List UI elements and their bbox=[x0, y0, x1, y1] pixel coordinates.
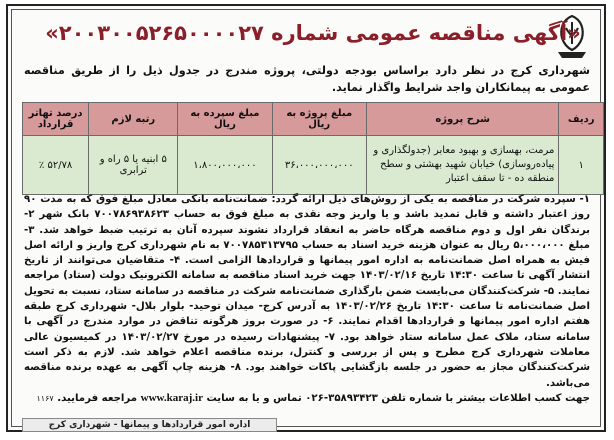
table-row bbox=[23, 136, 604, 195]
row-percent: ۵۲/۷۸ ٪ bbox=[23, 136, 89, 195]
contact-prefix: جهت کسب اطلاعات بیشتر با شماره تلفن ۳۵۸۹۳۴۲۳-۰۲۶ تماس و یا به سایت bbox=[206, 392, 590, 404]
notice-title: «آگهی مناقصه عمومی شماره ۲۰۰۳۰۰۵۲۶۵۰۰۰۰۲۷» bbox=[45, 21, 581, 45]
row-subject: مرمت، بهسازی و بهبود معابر (جدولگذاری و پیاده‌روسازی) خیابان شهید بهشتی و سطح منطقه ده - تا سقف اعتبار bbox=[366, 136, 558, 195]
col-index: ردیف bbox=[559, 103, 604, 136]
row-grade: ۵ ابنیه یا ۵ راه و ترابری bbox=[89, 136, 178, 195]
row-amount: ۳۶،۰۰۰،۰۰۰،۰۰۰ bbox=[272, 136, 366, 195]
col-grade: رتبه لازم bbox=[89, 103, 178, 136]
contact-suffix: مراجعه فرمایید. bbox=[57, 392, 138, 404]
col-subject: شرح پروژه bbox=[366, 103, 558, 136]
notice-frame bbox=[6, 4, 606, 432]
website-link[interactable]: www.karaj.ir bbox=[140, 391, 203, 404]
tender-table bbox=[22, 102, 604, 195]
footer-signature: اداره امور قراردادها و پیمانها - شهرداری کرج bbox=[22, 418, 277, 432]
row-deposit: ۱،۸۰۰،۰۰۰،۰۰۰ bbox=[178, 136, 272, 195]
intro-paragraph: شهرداری کرج در نظر دارد براساس بودجه دولتی، پروژه مندرج در جدول ذیل را از طریق مناقصه عمومی به پیمانکاران واجد شرایط واگذار نماید. bbox=[24, 64, 590, 94]
col-amount: مبلغ پروژه به ریال bbox=[272, 103, 366, 136]
table-header-row bbox=[23, 103, 604, 136]
conditions-body: ۱- سپرده شرکت در مناقصه به یکی از روش‌های ذیل ارائه گردد: ضمانت‌نامه بانکی معادل مبلغ فوق که به مدت ۹۰ روز اعتبار داشته و قابل تمدید باشد و یا واریز وجه نقدی به مبلغ فوق به حساب ۷۰۰۷۸۶۹۳۸۶۲۳ بانک شهر ۲- برندگان نفر اول و دوم مناقصه هرگاه حاضر به انعقاد قرارداد نشوند سپرده آنان به ترتیب ضبط خواهد شد. ۳- مبلغ ۵،۰۰۰،۰۰۰ ریال به عنوان هزینه خرید اسناد به حساب ۷۰۰۷۸۵۳۱۳۷۹۵ به نام شهرداری کرج واریز و ارائه اصل فیش به همراه اصل ضمانت‌نامه به اداره امور پیمانها و قراردادها الزامی است. ۴- متقاضیان می‌توانند از تاریخ انتشار آگهی تا ساعت ۱۴:۳۰ تاریخ ۱۴۰۳/۰۲/۱۶ جهت خرید اسناد مناقصه به سامانه الکترونیک دولت (ستاد) مراجعه نمایند. ۵- شرکت‌کنندگان می‌بایست ضمن بارگذاری ضمانت‌نامه شرکت در مناقصه در سامانه ستاد، نسبت به تحویل اصل ضمانت‌نامه تا ساعت ۱۴:۳۰ تاریخ ۱۴۰۳/۰۲/۲۶ به آدرس کرج- میدان توحید- بلوار بلال- شهرداری کرج طبقه هفتم اداره امور پیمانها و قراردادها اقدام نمایند. ۶- در صورت بروز هرگونه تناقض در موارد مندرج در آگهی با سامانه ستاد، ملاک عمل سامانه ستاد خواهد بود. ۷- پیشنهادات رسیده در مورخ ۱۴۰۳/۰۲/۲۷ در کمیسیون عالی معاملات شهرداری کرج مطرح و پس از بررسی و کنترل، برنده مناقصه اعلام خواهد شد. لازم به ذکر است شرکت‌کنندگان مجاز به حضور در جلسه بازگشایی پاکات خواهند بود. ۸- هزینه چاپ آگهی به عهده برنده مناقصه می‌باشد. bbox=[24, 194, 591, 389]
notice-code: ۱۱۶۷ bbox=[36, 393, 54, 403]
col-deposit: مبلغ سپرده به ریال bbox=[178, 103, 272, 136]
row-index: ۱ bbox=[559, 136, 604, 195]
conditions-text bbox=[24, 192, 590, 406]
col-percent: درصد تهاتر قرارداد bbox=[23, 103, 89, 136]
title-banner bbox=[45, 16, 581, 50]
